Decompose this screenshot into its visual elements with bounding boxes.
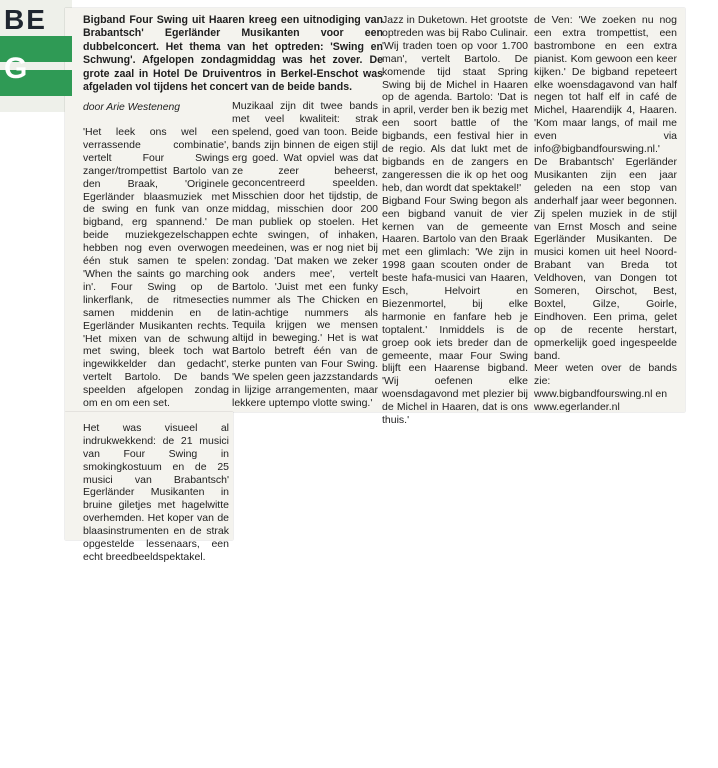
article-column-3: [382, 14, 528, 427]
paragraph: Muzikaal zijn dit twee bands met veel kwaliteit: strak spelend, goed van toon. Beide bands zijn binnen de eigen stijl erg goed. Wat opviel was dat ze zeer beheerst, geconcentreerd speelden. Misschien door het tijdstip, de middag, misschien door 200 man publiek op stoelen. Het echte swingen, of inhaken, meedeinen, was er nog niet bij zondag. 'Dat maken we zeker ook anders mee', vertelt Bartolo. 'Juist met een funky nummer als The Chicken en latin-achtige nummers als Tequila krijgen we mensen altijd in beweging.' Het is wat Bartolo betreft één van de sterke punten van Four Swing. 'We spelen geen jazzstandards in lijzige arrangementen, maar lekkere uptempo vlotte swing.': [232, 100, 378, 409]
paragraph: 'Het leek ons wel een verrassende combinatie', vertelt Four Swings zanger/trompettist Bartolo van den Braak, 'Originele Egerländer blaasmuziek met de swing en funk van onze bigband, erg spannend.' De beide muziekgezelschappen hebben nog even overwogen één stuk samen te spelen: 'When the saints go marching in'. Four Swing op de linkerflank, de ritmesecties samen middenin en de Egerländer Musikanten rechts. 'Het mixen van de schwung met swing, bleek toch wat ingewikkelder dan gedacht', vertelt Bartolo. De bands speelden afgelopen zondag om en om een set.: [83, 126, 229, 410]
byline: door Arie Westeneng: [83, 102, 181, 113]
article-lede: Bigband Four Swing uit Haaren kreeg een uitnodiging van Brabantsch' Egerländer Musikanten voor een dubbelconcert. Het thema van het optreden: 'Swing en Schwung'. Afgelopen zondagmiddag was het zover. De grote zaal in Hotel De Druiventros in Berkel-Enschot was afgeladen vol tijdens het concert van de beide bands.: [83, 14, 383, 94]
article-column-1: [83, 126, 229, 564]
paragraph: Jazz in Duketown. Het grootste optreden was bij Rabo Culinair. 'Wij traden toen op voor 1.700 man', vertelt Bartolo. De komende tijd staat Spring Swing bij de Michel in Haaren op de agenda. Bartolo: 'Dat is in april, verder ben ik bezig met een soort battle of the bigbands, een festival hier in de regio. Als dat lukt met de bigbands en de zangers en zangeressen die ik op het oog heb, dan wordt dat spektakel!': [382, 14, 528, 194]
paragraph: de Ven: 'We zoeken nu nog een extra trompettist, een bastrombone en een extra pianist. Kom gewoon een keer kijken.' De bigband repeteert elke woensdagavond van half negen tot half elf in café de Michel, Haarendijk 4, Haaren. 'Kom maar langs, of mail me even via info@bigbandfourswing.nl.': [534, 14, 677, 156]
article-column-2: [232, 100, 378, 410]
website-link[interactable]: www.bigbandfourswing.nl en: [534, 388, 668, 401]
paragraph: Het was visueel al indrukwekkend: de 21 musici van Four Swing in smokingkostuum en de 25 musici van Brabantsch' Egerländer Musikanten in bruine giletjes met hagelwitte overhemden. Het koper van de blaasinstrumenten en de strak opgestelde lessenaars, een echt breedbeeldspektakel.: [83, 421, 229, 563]
fragment-heading-1: BE: [4, 4, 47, 35]
adjacent-clipping-fragment: [0, 0, 72, 112]
paragraph: Meer weten over de bands zie:: [534, 362, 677, 388]
paragraph: Bigband Four Swing begon als een bigband vanuit de vier kernen van de gemeente Haaren. Bartolo van den Braak met een glimlach: 'We zijn in 1998 gaan scouten onder de beste hafa-musici van Haaren, Esch, Helvoirt en Biezenmortel, bij elke harmonie en fanfare heb je toptalent.' Inmiddels is de groep ook iets breder dan de gemeente, maar Four Swing blijft een Haarense bigband. 'Wij oefenen elke woensdagavond met plezier bij de Michel in Haaren, dat is ons thuis.': [382, 194, 528, 427]
article-column-4: [534, 14, 677, 414]
website-link[interactable]: www.egerlander.nl: [534, 401, 620, 414]
paragraph: De Brabantsch' Egerländer Musikanten zijn een jaar geleden na een stop van anderhalf jaar weer begonnen. Zij spelen muziek in de stijl van Ernst Mosch and seine Egerländer Musikanten. De musici komen uit heel Noord-Brabant van Breda tot Veldhoven, van Dongen tot Someren, Oirschot, Best, Boxtel, Gilze, Goirle, Eindhoven. Een prima, gelet op de recente herstart, opmerkelijk goed ingespeelde band.: [534, 155, 677, 362]
fragment-heading-2: G: [4, 52, 30, 85]
